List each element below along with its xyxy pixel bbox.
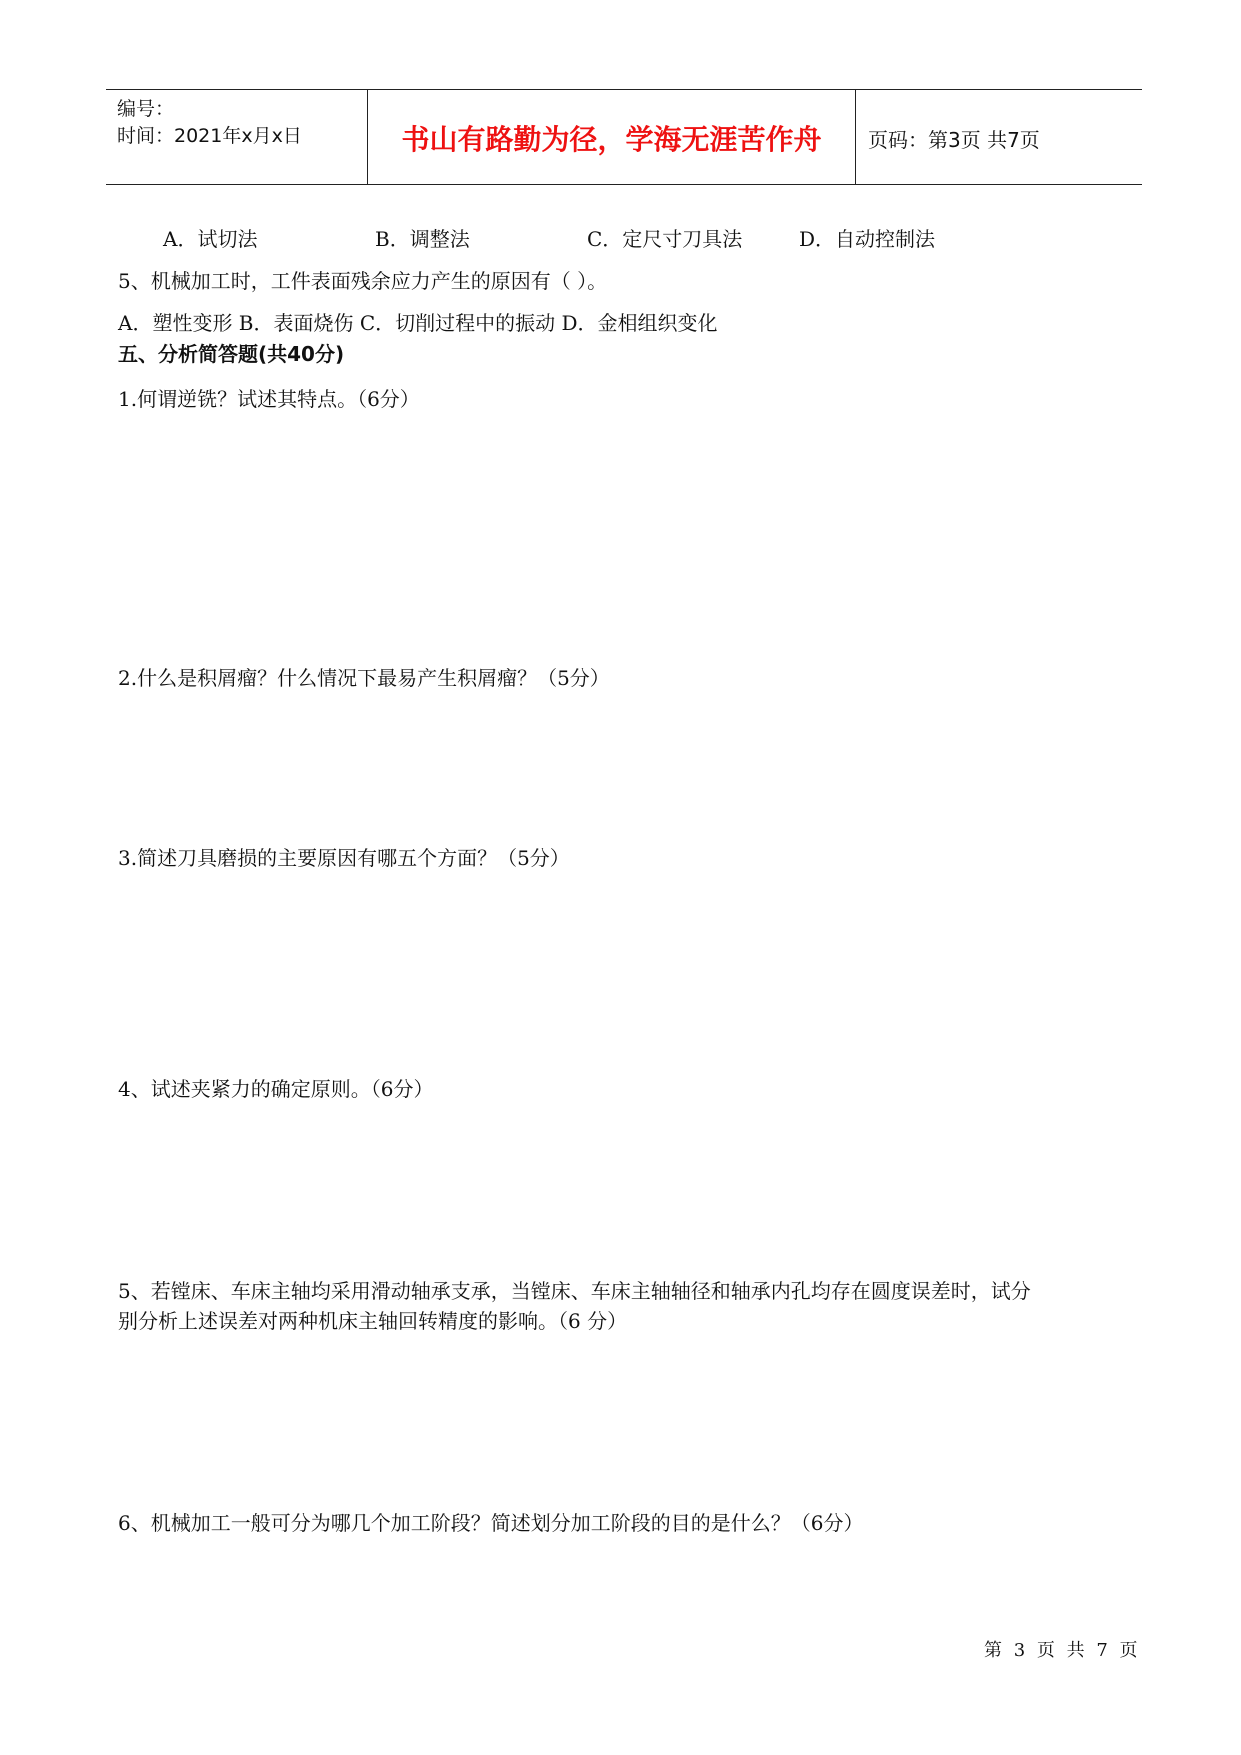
page-footer: 第 3 页 共 7 页 — [984, 1640, 1138, 1661]
header-motto: 书山有路勤为径，学海无涯苦作舟 — [401, 123, 822, 156]
q5-text: 5、机械加工时，工件表面残余应力产生的原因有（ ）。 — [118, 269, 608, 293]
question-2: 2.什么是积屑瘤？什么情况下最易产生积屑瘤？（5分） — [118, 666, 610, 690]
header-right-cell — [856, 90, 1142, 184]
header-motto-cell — [368, 90, 856, 184]
question-1: 1.何谓逆铣？试述其特点。（6分） — [118, 387, 420, 411]
document-header — [106, 89, 1142, 185]
header-page-label: 页码：第3页 共7页 — [868, 128, 1040, 152]
q4-option-c: C．定尺寸刀具法 — [587, 227, 743, 251]
question-5-line-1: 5、若镗床、车床主轴均采用滑动轴承支承，当镗床、车床主轴轴径和轴承内孔均存在圆度误差时，试分 — [118, 1279, 1031, 1303]
document-number-label: 编号： — [117, 98, 175, 120]
q4-option-b: B．调整法 — [375, 227, 470, 251]
question-4: 4、试述夹紧力的确定原则。（6分） — [118, 1077, 434, 1101]
q4-option-d: D．自动控制法 — [799, 227, 936, 251]
question-5-line-2: 别分析上述误差对两种机床主轴回转精度的影响。（6 分） — [118, 1309, 628, 1333]
q4-option-a: A．试切法 — [163, 227, 258, 251]
question-6: 6、机械加工一般可分为哪几个加工阶段？简述划分加工阶段的目的是什么？（6分） — [118, 1511, 864, 1535]
section-title: 五、分析简答题(共40分) — [118, 342, 345, 366]
header-left-cell — [106, 90, 368, 184]
q5-options: A．塑性变形 B．表面烧伤 C．切削过程中的振动 D．金相组织变化 — [118, 311, 718, 335]
question-3: 3.简述刀具磨损的主要原因有哪五个方面？（5分） — [118, 846, 570, 870]
document-time-label: 时间：2021年x月x日 — [117, 125, 302, 147]
